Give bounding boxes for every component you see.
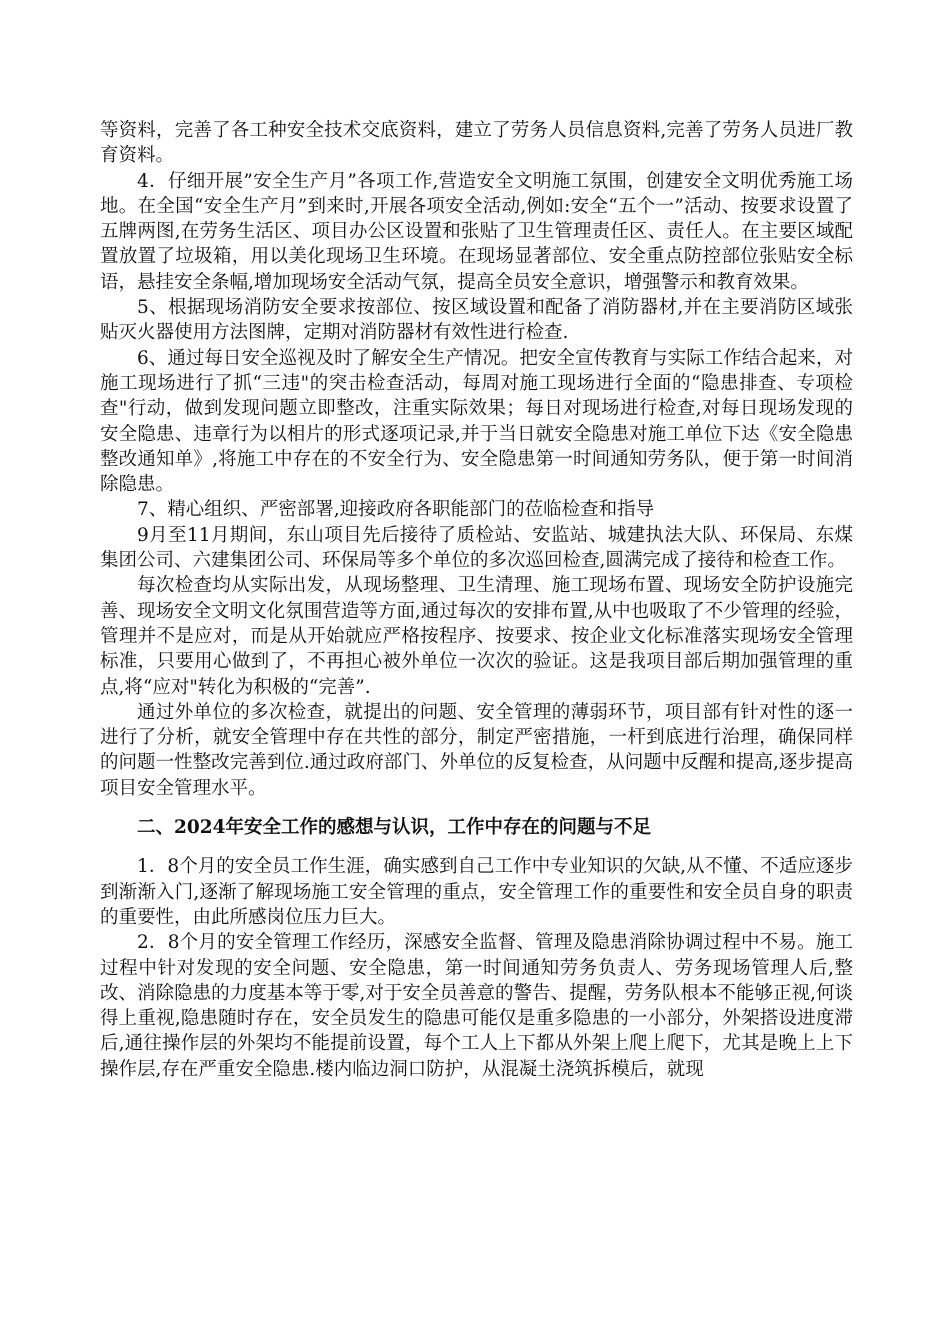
paragraph-item-7: 7、精心组织、严密部署,迎接政府各职能部门的莅临检查和指导: [137, 499, 655, 521]
paragraph-inspection-practice: 每次检查均从实际出发，从现场整理、卫生清理、施工现场布置、现场安全防护设施完善、现场安全文明文化氛围营造等方面,通过每次的安排布置,从中也吸取了不少管理的经验，管理并不是应对，而是从开始就应严格按程序、按要求、按企业文化标准落实现场安全管理标准，只要用心做到了，不再担心被外单位一次次的验证。这是我项目部后期加强管理的重点,将“应对"转化为积极的“完善”.: [100, 575, 853, 698]
document-body: [100, 118, 853, 1082]
paragraph-inspection-analysis: 通过外单位的多次检查，就提出的问题、安全管理的薄弱环节，项目部有针对性的逐一进行了分析，就安全管理中存在共性的部分，制定严密措施，一杆到底进行治理，确保同样的问题一性整改完善到位.通过政府部门、外单位的反复检查，从问题中反醒和提高,逐步提高项目安全管理水平。: [100, 701, 853, 799]
section-heading: 二、2024年安全工作的感想与认识，工作中存在的问题与不足: [137, 817, 651, 839]
paragraph-item-6: 6、通过每日安全巡视及时了解安全生产情况。把安全宣传教育与实际工作结合起来，对施工现场进行了抓“三违"的突击检查活动，每周对施工现场进行全面的“隐患排查、专项检查"行动，做到发现问题立即整改，注重实际效果；每日对现场进行检查,对每日现场发现的安全隐患、违章行为以相片的形式逐项记录,并于当日就安全隐患对施工单位下达《安全隐患整改通知单》,将施工中存在的不安全行为、安全隐患第一时间通知劳务队，便于第一时间消除隐患。: [100, 347, 853, 496]
paragraph-continuation: 等资料，完善了各工种安全技术交底资料，建立了劳务人员信息资料,完善了劳务人员进厂教育资料。: [100, 120, 853, 167]
paragraph-reflection-1: 1．8个月的安全员工作生涯，确实感到自己工作中专业知识的欠缺,从不懂、不适应逐步到渐渐入门,逐渐了解现场施工安全管理的重点，安全管理工作的重要性和安全员自身的职责的重要性，由此所感岗位压力巨大。: [100, 856, 853, 928]
paragraph-reflection-2: 2．8个月的安全管理工作经历，深感安全监督、管理及隐患消除协调过程中不易。施工过程中针对发现的安全问题、安全隐患，第一时间通知劳务负责人、劳务现场管理人后,整改、消除隐患的力度基本等于零,对于安全员善意的警告、提醒，劳务队根本不能够正视,何谈得上重视,隐患随时存在，安全员发生的隐患可能仅是重多隐患的一小部分，外架搭设进度滞后,通往操作层的外架均不能提前设置，每个工人上下都从外架上爬上爬下，尤其是晚上上下操作层,存在严重安全隐患.楼内临边洞口防护，从混凝土浇筑拆模后，就现: [100, 932, 853, 1080]
paragraph-item-4: 4．仔细开展”安全生产月”各项工作,营造安全文明施工氛围，创建安全文明优秀施工场地。在全国“安全生产月”到来时,开展各项安全活动,例如:安全“五个一”活动、按要求设置了五牌两图,在劳务生活区、项目办公区设置和张贴了卫生管理责任区、责任人。在主要区域配置放置了垃圾箱，用以美化现场卫生环境。在现场显著部位、安全重点防控部位张贴安全标语，悬挂安全条幅,增加现场安全活动气氛，提高全员安全意识，增强警示和教育效果。: [100, 170, 853, 293]
paragraph-item-5: 5、根据现场消防安全要求按部位、按区域设置和配备了消防器材,并在主要消防区域张贴灭火器使用方法图牌，定期对消防器材有效性进行检查.: [100, 297, 853, 344]
paragraph-inspection-period: 9月至11月期间，东山项目先后接待了质检站、安监站、城建执法大队、环保局、东煤集团公司、六建集团公司、环保局等多个单位的多次巡回检查,圆满完成了接待和检查工作。: [100, 524, 853, 572]
